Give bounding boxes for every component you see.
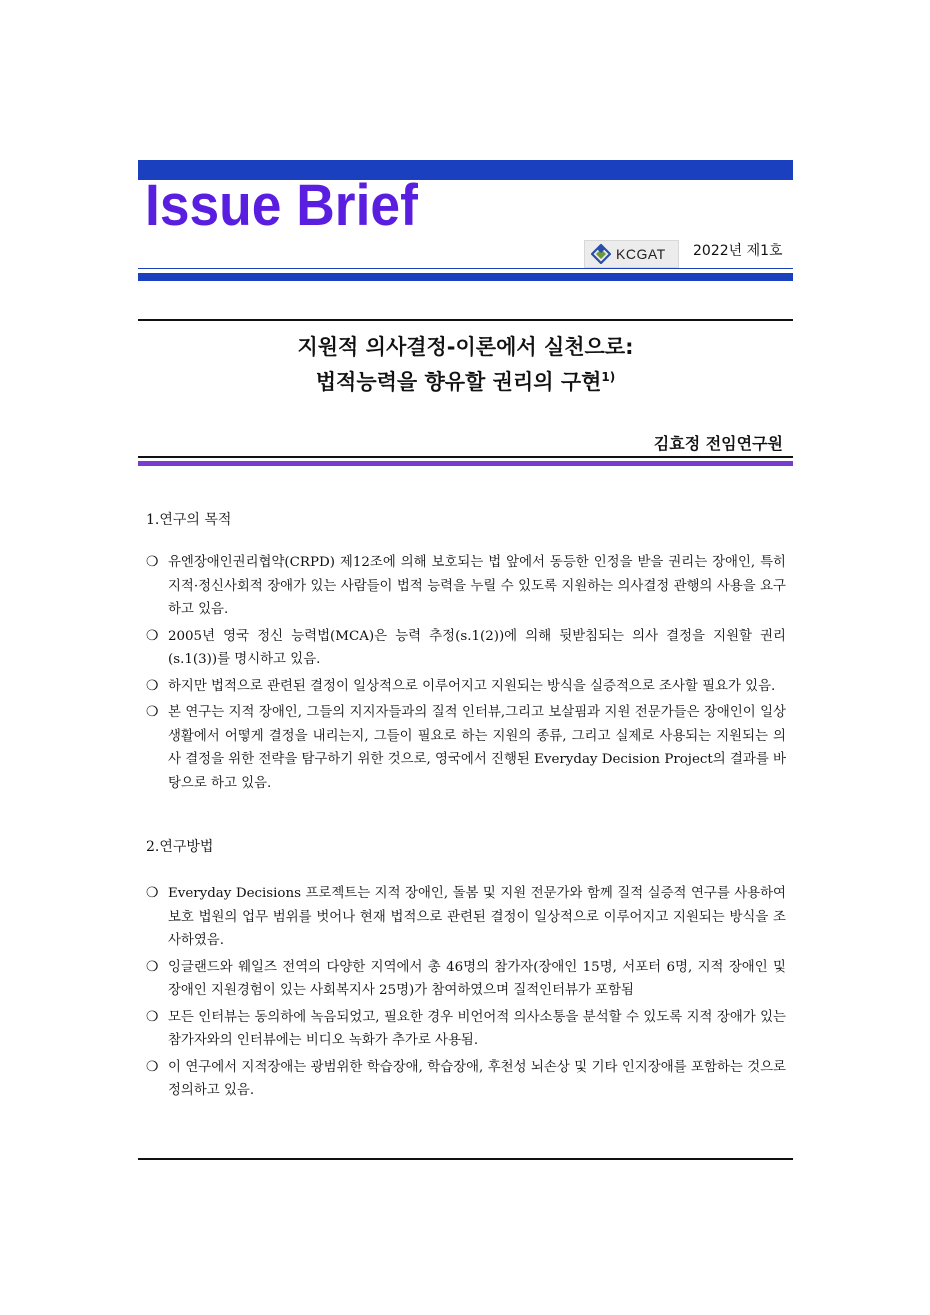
list-item (146, 701, 786, 795)
list-item (146, 675, 786, 699)
brand-title: Issue Brief (145, 173, 418, 238)
bullet-circle-icon: ❍ (146, 554, 159, 570)
bullet-circle-icon: ❍ (146, 958, 159, 975)
bullet-circle-icon: ❍ (146, 1058, 159, 1075)
author-name: 김효정 전임연구원 (653, 434, 783, 453)
kcgat-logo (584, 240, 679, 268)
logo-text: KCGAT (616, 246, 666, 262)
list-item (146, 1006, 786, 1053)
header-hairline (138, 268, 793, 269)
list-item-text: 2005년 영국 정신 능력법(MCA)은 능력 추정(s.1(2))에 의해 뒷받침되는 의사 결정을 지원할 권리(s.1(3))를 명시하고 있음. (168, 628, 786, 667)
document-title-line-2-text: 법적능력을 향유할 권리의 구현 (315, 370, 602, 394)
header-bottom-bar (138, 273, 793, 281)
list-item-text: 이 연구에서 지적장애는 광범위한 학습장애, 학습장애, 후천성 뇌손상 및 기타 인지장애를 포함하는 것으로 정의하고 있음. (168, 1059, 786, 1098)
section-purpose-list (146, 551, 786, 798)
list-item (146, 1056, 786, 1103)
title-top-rule (138, 319, 793, 321)
list-item-text: 모든 인터뷰는 동의하에 녹음되었고, 필요한 경우 비언어적 의사소통을 분석할 수 있도록 지적 장애가 있는 참가자와의 인터뷰에는 비디오 녹화가 추가로 사용됨. (168, 1009, 786, 1048)
bullet-circle-icon: ❍ (146, 627, 159, 644)
title-purple-rule (138, 461, 793, 466)
section-heading-purpose: 1.연구의 목적 (146, 512, 232, 528)
document-title-line-1: 지원적 의사결정-이론에서 실천으로: (297, 335, 634, 359)
document-title-line-2 (138, 366, 793, 396)
issue-number: 2022년 제1호 (693, 243, 783, 259)
title-bottom-rule (138, 456, 793, 458)
bullet-circle-icon: ❍ (146, 677, 159, 694)
list-item (146, 625, 786, 672)
bullet-circle-icon: ❍ (146, 704, 159, 720)
list-item (146, 882, 786, 953)
list-item (146, 956, 786, 1003)
list-item-text: Everyday Decisions 프로젝트는 지적 장애인, 돌봄 및 지원 전문가와 함께 질적 실증적 연구를 사용하여 보호 법원의 업무 범위를 벗어나 현재 법적으로 관련된 결정이 일상적으로 이루어지고 지원되는 방식을 조사하였음. (168, 886, 786, 948)
section-heading-method: 2.연구방법 (146, 839, 214, 855)
section-method-list (146, 882, 786, 1106)
list-item (146, 551, 786, 622)
list-item-text: 유엔장애인권리협약(CRPD) 제12조에 의해 보호되는 법 앞에서 동등한 인정을 받을 권리는 장애인, 특히 지적·정신사회적 장애가 있는 사람들이 법적 능력을 누릴 수 있도록 지원하는 의사결정 관행의 사용을 요구하고 있음. (168, 555, 786, 617)
list-item-text: 하지만 법적으로 관련된 결정이 일상적으로 이루어지고 지원되는 방식을 실증적으로 조사할 필요가 있음. (168, 678, 776, 694)
page-bottom-rule (138, 1158, 793, 1160)
bullet-circle-icon: ❍ (146, 1008, 159, 1025)
bullet-circle-icon: ❍ (146, 885, 159, 901)
footnote-mark: 1) (601, 370, 616, 384)
kcgat-logo-icon (591, 244, 611, 264)
list-item-text: 본 연구는 지적 장애인, 그들의 지지자들과의 질적 인터뷰,그리고 보살핌과 지원 전문가들은 장애인이 일상 생활에서 어떻게 결정을 내리는지, 그들이 필요로 하는 지원의 종류, 그리고 실제로 사용되는 지원되는 의사 결정을 위한 전략을 탐구하기 위한 것으로, 영국에서 진행된 Everyday Decision Project의 결과를 바탕으로 하고 있음. (168, 705, 786, 791)
list-item-text: 잉글랜드와 웨일즈 전역의 다양한 지역에서 총 46명의 참가자(장애인 15명, 서포터 6명, 지적 장애인 및 장애인 지원경험이 있는 사회복지사 25명)가 참여하였으며 질적인터뷰가 포함됨 (168, 959, 786, 998)
